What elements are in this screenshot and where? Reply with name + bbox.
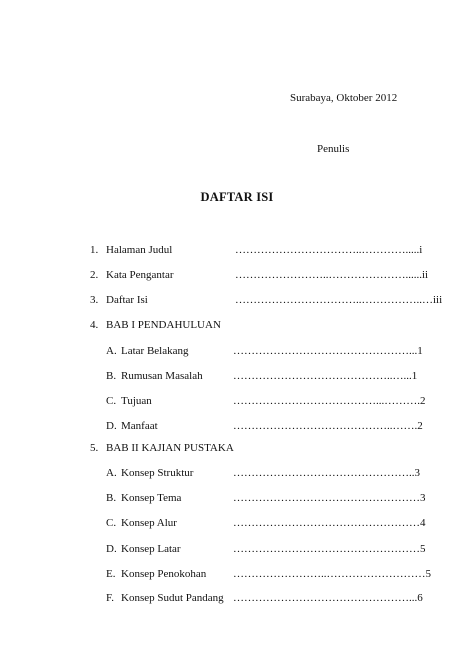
toc-label: Manfaat bbox=[121, 420, 158, 432]
toc-number: B. bbox=[106, 492, 117, 504]
toc-number: E. bbox=[106, 568, 116, 580]
toc-leader: ……………………………………………5 bbox=[233, 543, 426, 555]
toc-leader: ……………………………………………3 bbox=[233, 492, 426, 504]
toc-label: Konsep Tema bbox=[121, 492, 182, 504]
toc-label: Daftar Isi bbox=[106, 294, 148, 306]
toc-label: Rumusan Masalah bbox=[121, 370, 203, 382]
toc-label: Halaman Judul bbox=[106, 244, 173, 256]
toc-number: A. bbox=[106, 467, 117, 479]
toc-title: DAFTAR ISI bbox=[200, 190, 274, 204]
toc-leader: ……………………..………………………5 bbox=[233, 568, 431, 580]
toc-number: C. bbox=[106, 517, 117, 529]
toc-label: Tujuan bbox=[121, 395, 152, 407]
toc-number: 3. bbox=[90, 294, 99, 306]
toc-number: 2. bbox=[90, 269, 99, 281]
toc-leader: …………………………………...……….2 bbox=[233, 395, 426, 407]
toc-label: Konsep Struktur bbox=[121, 467, 194, 479]
toc-label: Konsep Sudut Pandang bbox=[121, 592, 224, 604]
toc-label: Konsep Penokohan bbox=[121, 568, 207, 580]
toc-leader: …………………………………………...1 bbox=[233, 345, 423, 357]
toc-number: 4. bbox=[90, 319, 99, 331]
place-date: Surabaya, Oktober 2012 bbox=[290, 92, 398, 104]
toc-leader: ……………………………………………4 bbox=[233, 517, 426, 529]
toc-number: F. bbox=[106, 592, 114, 604]
toc-number: D. bbox=[106, 543, 117, 555]
toc-number: B. bbox=[106, 370, 117, 382]
toc-number: D. bbox=[106, 420, 117, 432]
toc-leader: ……………………………………..…...1 bbox=[233, 370, 418, 382]
toc-leader: ……………………………..………….....i bbox=[235, 244, 423, 256]
toc-leader: …………………………………………..3 bbox=[233, 467, 420, 479]
toc-label: BAB II KAJIAN PUSTAKA bbox=[106, 442, 234, 454]
toc-number: 5. bbox=[90, 442, 99, 454]
toc-leader: ……………………………..……………..…iii bbox=[235, 294, 443, 306]
author-signature: Penulis bbox=[317, 143, 350, 155]
toc-label: Kata Pengantar bbox=[106, 269, 174, 281]
toc-number: 1. bbox=[90, 244, 99, 256]
toc-label: BAB I PENDAHULUAN bbox=[106, 319, 221, 331]
toc-leader: …………………………………………...6 bbox=[233, 592, 423, 604]
toc-number: A. bbox=[106, 345, 117, 357]
toc-label: Konsep Latar bbox=[121, 543, 181, 555]
toc-leader: ……………………..…………………......ii bbox=[235, 269, 429, 281]
toc-label: Konsep Alur bbox=[121, 517, 177, 529]
toc-number: C. bbox=[106, 395, 117, 407]
toc-label: Latar Belakang bbox=[121, 345, 189, 357]
toc-leader: ……………………………………..…….2 bbox=[233, 420, 423, 432]
